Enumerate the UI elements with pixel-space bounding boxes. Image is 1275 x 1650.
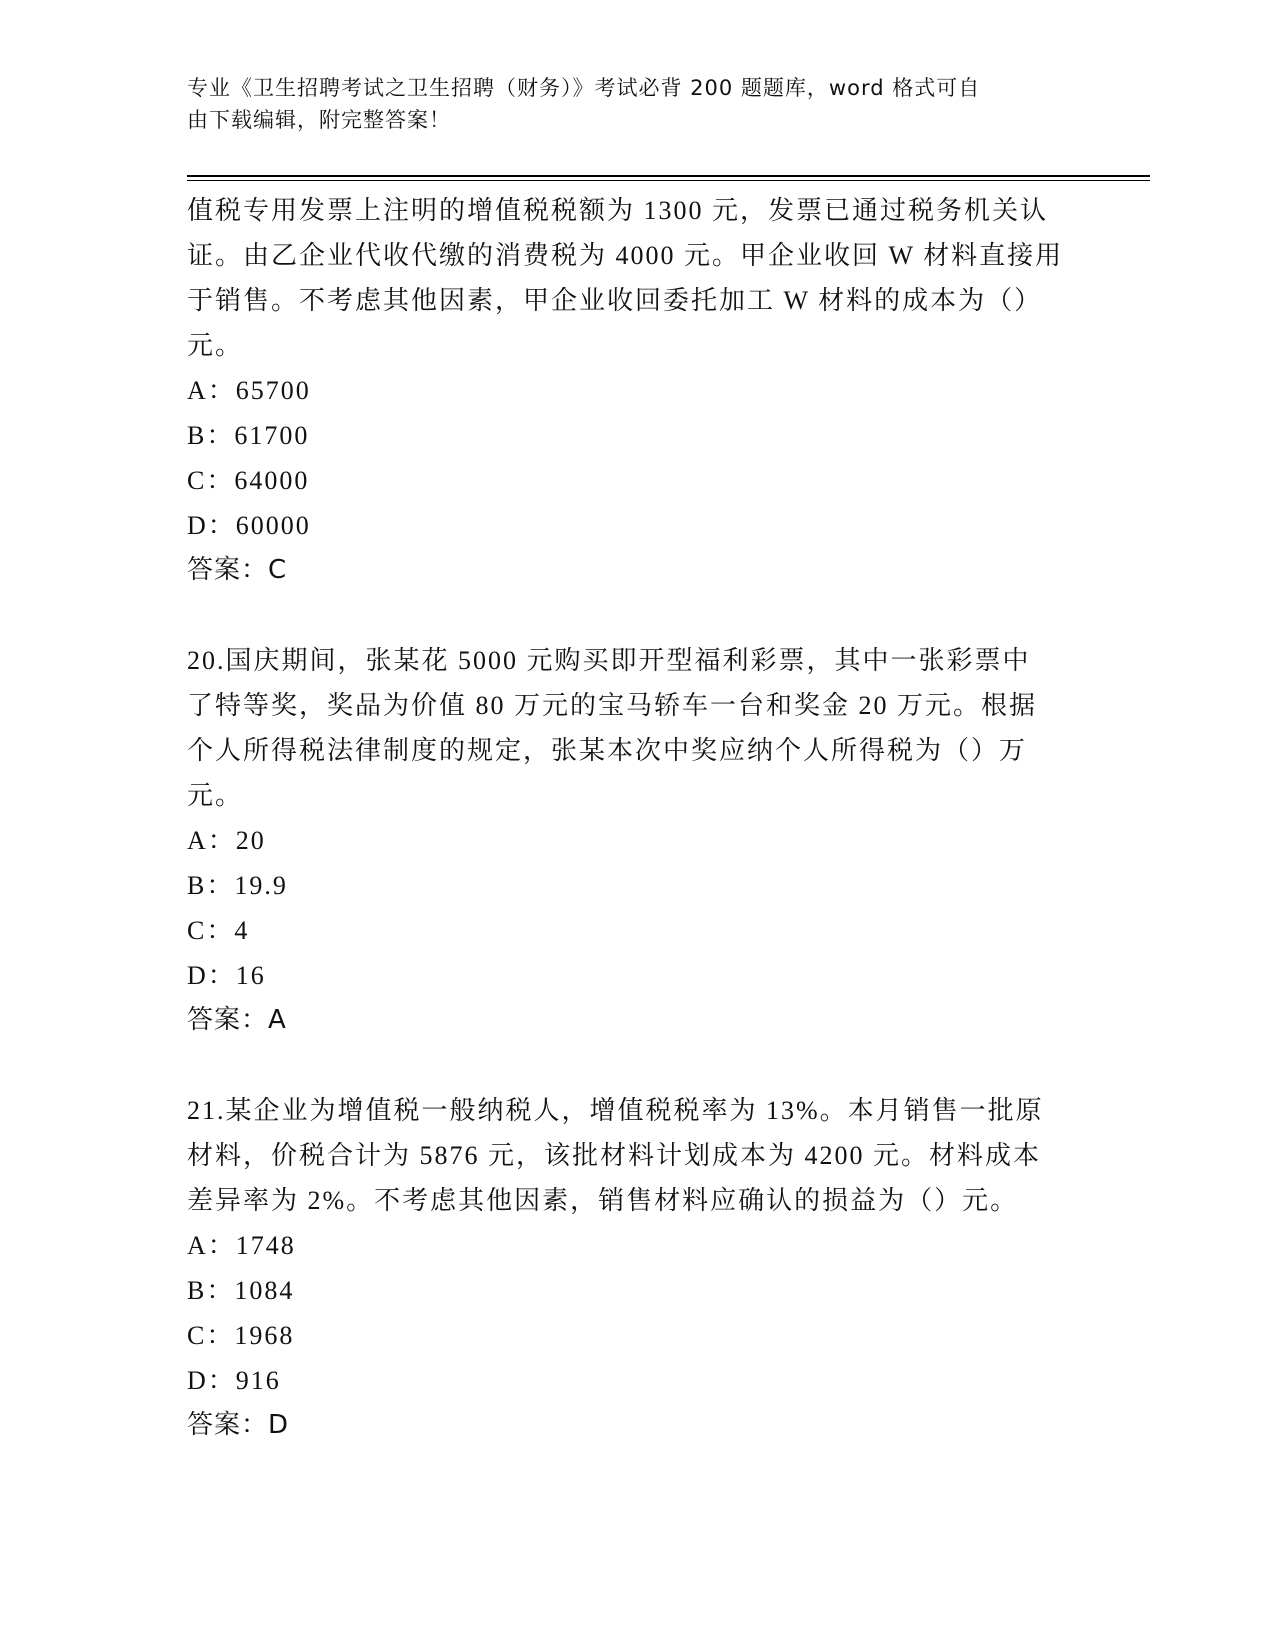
option-label: D： (187, 1366, 236, 1395)
option-b (187, 1268, 1107, 1313)
header-line-2: 由下载编辑，附完整答案！ (187, 108, 451, 132)
option-label: B： (187, 421, 235, 450)
question-text-line: 了特等奖，奖品为价值 80 万元的宝马轿车一台和奖金 20 万元。根据 (187, 691, 1038, 720)
option-label: A： (187, 826, 236, 855)
question-text-line: 元。 (187, 331, 244, 360)
question-text-line: 个人所得税法律制度的规定，张某本次中奖应纳个人所得税为（）万 (187, 736, 1028, 765)
option-c (187, 908, 1107, 953)
question-text: 某企业为增值税一般纳税人，增值税税率为 13%。本月销售一批原 (225, 1096, 1044, 1125)
question-block (187, 188, 1107, 593)
option-value: 1084 (234, 1276, 295, 1305)
header-line-1: 专业《卫生招聘考试之卫生招聘（财务）》考试必背 200 题题库，word 格式可自 (187, 76, 981, 100)
page-header (187, 72, 1067, 136)
answer-line: 答案：A (187, 1005, 287, 1035)
option-label: C： (187, 1321, 235, 1350)
option-value: 1748 (235, 1231, 296, 1260)
option-a (187, 818, 1107, 863)
option-a (187, 1223, 1107, 1268)
question-text-line: 材料，价税合计为 5876 元，该批材料计划成本为 4200 元。材料成本 (187, 1141, 1042, 1170)
question-text-line: 差异率为 2%。不考虑其他因素，销售材料应确认的损益为（）元。 (187, 1186, 1019, 1215)
option-d (187, 953, 1107, 998)
question-text-line: 于销售。不考虑其他因素，甲企业收回委托加工 W 材料的成本为（） (187, 286, 1043, 315)
option-value: 61700 (234, 421, 310, 450)
question-text-line (187, 638, 1107, 683)
question-spacer (187, 1043, 1107, 1088)
answer-line: 答案：C (187, 555, 288, 585)
option-label: C： (187, 916, 235, 945)
option-c (187, 458, 1107, 503)
option-label: D： (187, 511, 236, 540)
option-label: B： (187, 871, 235, 900)
question-text-line: 元。 (187, 781, 244, 810)
option-label: B： (187, 1276, 235, 1305)
option-b (187, 413, 1107, 458)
option-value: 64000 (234, 466, 310, 495)
question-text: 国庆期间，张某花 5000 元购买即开型福利彩票，其中一张彩票中 (225, 646, 1031, 675)
question-spacer (187, 593, 1107, 638)
question-block (187, 638, 1107, 1043)
option-d (187, 1358, 1107, 1403)
option-c (187, 1313, 1107, 1358)
option-value: 19.9 (234, 871, 288, 900)
question-block (187, 1088, 1107, 1448)
option-b (187, 863, 1107, 908)
header-double-rule (187, 175, 1150, 181)
answer-line: 答案：D (187, 1410, 290, 1440)
option-label: D： (187, 961, 236, 990)
option-value: 20 (235, 826, 266, 855)
option-label: A： (187, 376, 236, 405)
question-text-line: 证。由乙企业代收代缴的消费税为 4000 元。甲企业收回 W 材料直接用 (187, 241, 1064, 270)
option-value: 1968 (234, 1321, 295, 1350)
option-label: C： (187, 466, 235, 495)
question-number: 21. (187, 1096, 226, 1125)
question-text-line (187, 1088, 1107, 1133)
option-value: 4 (234, 916, 250, 945)
question-list (187, 188, 1107, 1448)
question-text-line: 值税专用发票上注明的增值税税额为 1300 元，发票已通过税务机关认 (187, 196, 1049, 225)
option-value: 60000 (235, 511, 311, 540)
option-value: 916 (235, 1366, 281, 1395)
option-value: 65700 (235, 376, 311, 405)
question-number: 20. (187, 646, 226, 675)
option-label: A： (187, 1231, 236, 1260)
option-d (187, 503, 1107, 548)
option-value: 16 (235, 961, 266, 990)
option-a (187, 368, 1107, 413)
